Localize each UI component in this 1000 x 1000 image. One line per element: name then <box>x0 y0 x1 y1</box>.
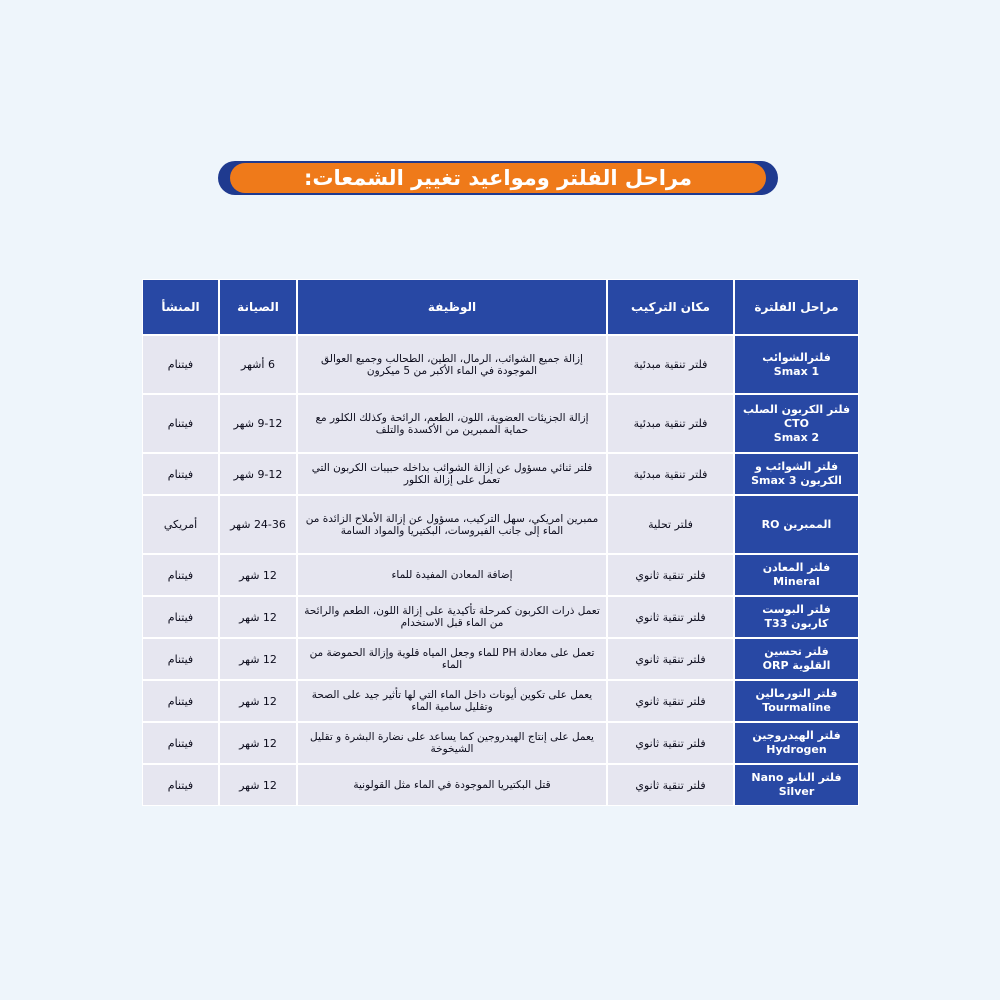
stage-cell <box>734 495 859 554</box>
table-row <box>142 764 859 806</box>
stage-name: الممبرين RO <box>761 517 832 531</box>
location-cell: فلتر تنقية مبدئية <box>607 394 734 453</box>
origin-cell: فيتنام <box>142 554 219 596</box>
table-row <box>142 554 859 596</box>
maintenance-cell: 9-12 شهر <box>219 394 297 453</box>
function-cell: إضافة المعادن المفيدة للماء <box>297 554 607 596</box>
header-maintenance: الصيانة <box>219 279 297 335</box>
maintenance-cell: 12 شهر <box>219 638 297 680</box>
stage-name: فلتر البوست <box>762 603 831 616</box>
maintenance-cell: 12 شهر <box>219 764 297 806</box>
stage-code: Tourmaline <box>762 701 831 714</box>
title-banner-fill <box>230 163 766 193</box>
filter-stages-table <box>142 279 859 806</box>
table-row <box>142 680 859 722</box>
stage-cell <box>734 764 859 806</box>
stage-name: فلتر تحسين <box>764 645 829 658</box>
header-function: الوظيفة <box>297 279 607 335</box>
function-cell: إزالة جميع الشوائب، الرمال، الطين، الطحالب وجميع العوالق الموجودة في الماء الأكبر من 5 ميكرون <box>297 335 607 394</box>
function-cell: فلتر ثنائي مسؤول عن إزالة الشوائب بداخله حبيبات الكربون التي تعمل على إزالة الكلور <box>297 453 607 495</box>
location-cell: فلتر تنقية ثانوي <box>607 554 734 596</box>
function-cell: تعمل ذرات الكربون كمرحلة تأكيدية على إزالة اللون، الطعم والرائحة من الماء قبل الاستخدام <box>297 596 607 638</box>
origin-cell: فيتنام <box>142 638 219 680</box>
origin-cell: فيتنام <box>142 680 219 722</box>
stage-cell <box>734 453 859 495</box>
function-cell: إزالة الجزيئات العضوية، اللون، الطعم، الرائحة وكذلك الكلور مع حماية الممبرين من الأكسدة والتلف <box>297 394 607 453</box>
table-header-row <box>142 279 859 335</box>
origin-cell: فيتنام <box>142 453 219 495</box>
page-title: مراحل الفلتر ومواعيد تغيير الشمعات: <box>304 166 692 190</box>
maintenance-cell: 6 أشهر <box>219 335 297 394</box>
table-row <box>142 638 859 680</box>
table-row <box>142 596 859 638</box>
maintenance-cell: 24-36 شهر <box>219 495 297 554</box>
location-cell: فلتر تنقية ثانوي <box>607 638 734 680</box>
origin-cell: فيتنام <box>142 722 219 764</box>
stage-cell <box>734 680 859 722</box>
header-origin: المنشأ <box>142 279 219 335</box>
stage-name: فلتر الشوائب و <box>754 460 839 473</box>
stage-code: Silver <box>778 785 815 798</box>
stage-code: كاربون T33 <box>764 617 829 630</box>
stage-code: الكربون Smax 3 <box>751 474 842 487</box>
maintenance-cell: 9-12 شهر <box>219 453 297 495</box>
function-cell: ممبرين امريكي، سهل التركيب، مسؤول عن إزالة الأملاح الزائدة من الماء إلى جانب الفيروسات، البكتيريا والمواد السامة <box>297 495 607 554</box>
stage-name: فلتر النانو Nano <box>751 771 842 784</box>
function-cell: يعمل على تكوين أيونات داخل الماء التي لها تأثير جيد على الصحة وتقليل سامية الماء <box>297 680 607 722</box>
location-cell: فلتر تنقية ثانوي <box>607 680 734 722</box>
stage-code: القلوية ORP <box>762 659 831 672</box>
function-cell: تعمل على معادلة PH للماء وجعل المياه قلوية وإزالة الحموضة من الماء <box>297 638 607 680</box>
location-cell: فلتر تنقية ثانوي <box>607 596 734 638</box>
title-banner <box>218 161 778 195</box>
header-location: مكان التركيب <box>607 279 734 335</box>
maintenance-cell: 12 شهر <box>219 722 297 764</box>
function-cell: قتل البكتيريا الموجودة في الماء مثل القولونية <box>297 764 607 806</box>
location-cell: فلتر تنقية ثانوي <box>607 722 734 764</box>
stage-cell <box>734 335 859 394</box>
origin-cell: فيتنام <box>142 764 219 806</box>
stage-code: Hydrogen <box>766 743 827 756</box>
table-row <box>142 335 859 394</box>
maintenance-cell: 12 شهر <box>219 680 297 722</box>
location-cell: فلتر تنقية مبدئية <box>607 335 734 394</box>
stage-cell <box>734 394 859 453</box>
maintenance-cell: 12 شهر <box>219 554 297 596</box>
stage-code: Smax 2 <box>773 430 820 444</box>
origin-cell: فيتنام <box>142 394 219 453</box>
table-row <box>142 453 859 495</box>
stage-code: Mineral <box>773 575 820 588</box>
stage-cell <box>734 638 859 680</box>
stage-cell <box>734 722 859 764</box>
stage-name: فلترالشوائب <box>762 350 831 364</box>
stage-name: فلتر الهيدروجين <box>752 729 841 742</box>
location-cell: فلتر تنقية ثانوي <box>607 764 734 806</box>
origin-cell: فيتنام <box>142 335 219 394</box>
stage-cell <box>734 596 859 638</box>
origin-cell: أمريكي <box>142 495 219 554</box>
maintenance-cell: 12 شهر <box>219 596 297 638</box>
location-cell: فلتر تحلية <box>607 495 734 554</box>
origin-cell: فيتنام <box>142 596 219 638</box>
header-stage: مراحل الفلترة <box>734 279 859 335</box>
stage-cell <box>734 554 859 596</box>
function-cell: يعمل على إنتاج الهيدروجين كما يساعد على نضارة البشرة و تقليل الشيخوخة <box>297 722 607 764</box>
stage-name: فلتر المعادن <box>762 561 831 574</box>
stage-name: فلتر الكربون الصلب CTO <box>742 402 851 430</box>
stage-name: فلتر التورمالين <box>755 687 838 700</box>
table-row <box>142 495 859 554</box>
table-row <box>142 722 859 764</box>
location-cell: فلتر تنقية مبدئية <box>607 453 734 495</box>
table-row <box>142 394 859 453</box>
stage-code: Smax 1 <box>773 364 820 378</box>
